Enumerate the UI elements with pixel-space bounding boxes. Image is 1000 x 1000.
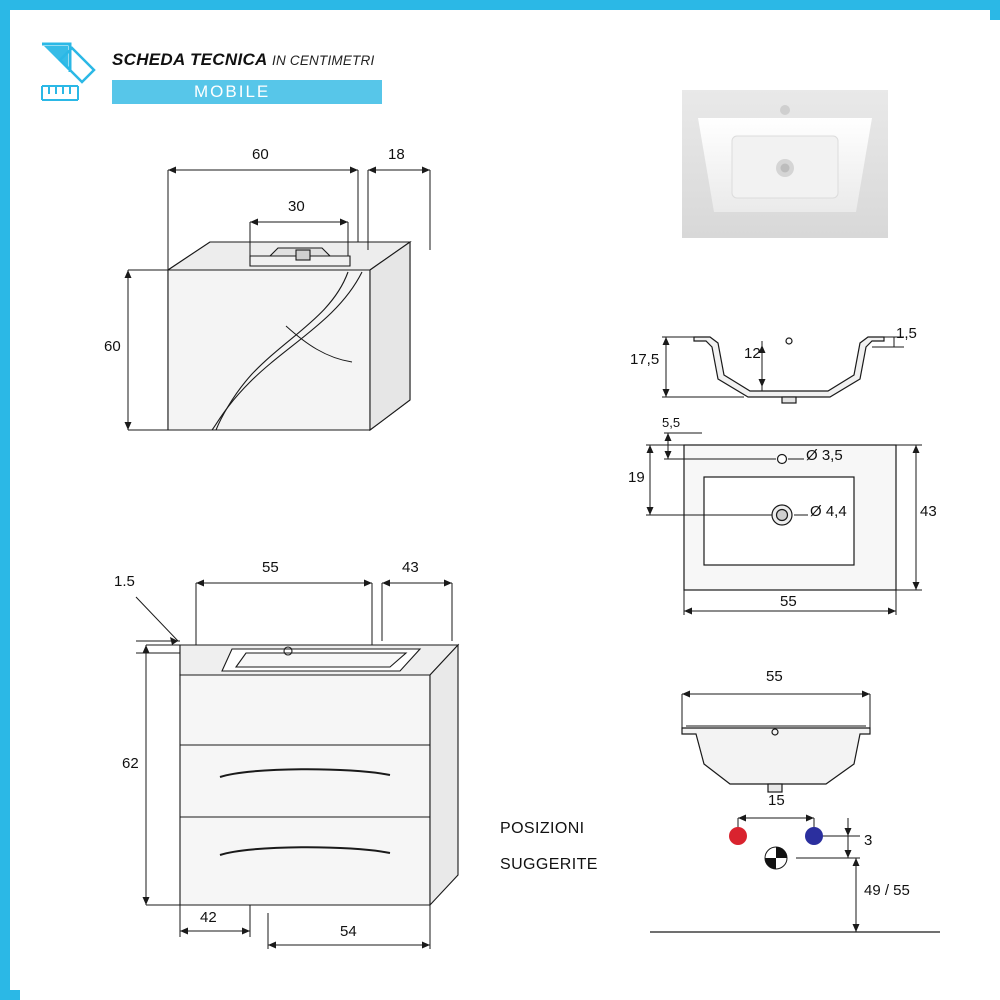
basin-front-drawing	[620, 660, 950, 960]
dim-top-thickness: 1.5	[114, 573, 135, 590]
dim-tap-hole-diameter: Ø 3,5	[806, 447, 843, 464]
dim-unit-height: 62	[122, 755, 139, 772]
dim-basin-depth: 43	[920, 503, 937, 520]
dim-floor-height: 49 / 55	[864, 882, 910, 899]
dim-rim-thickness: 1,5	[896, 325, 917, 342]
dim-mirror-height: 60	[104, 338, 121, 355]
marker-hot-water	[729, 827, 747, 845]
dim-base-depth: 42	[200, 909, 217, 926]
sheet-title-sub: IN CENTIMETRI	[272, 53, 375, 68]
dim-drain-offset: 3	[864, 832, 873, 849]
dim-top-depth: 43	[402, 559, 419, 576]
sheet-title-main: SCHEDA TECNICA	[112, 50, 268, 69]
view-vanity-unit	[100, 545, 530, 965]
banner-mobile	[112, 80, 382, 104]
notes-line-1: POSIZIONI	[500, 820, 585, 837]
view-basin-front	[620, 660, 950, 960]
basin-photo	[680, 80, 890, 250]
sheet-title	[112, 50, 374, 70]
dim-mirror-depth: 18	[388, 146, 405, 163]
view-mirror-cabinet	[100, 130, 520, 540]
notes-line-2: SUGGERITE	[500, 856, 598, 873]
dim-drain-diameter: Ø 4,4	[810, 503, 847, 520]
basin-section-drawing	[632, 315, 922, 415]
dim-bowl-depth: 12	[744, 345, 761, 362]
dim-basin-width-top: 55	[780, 593, 797, 610]
dim-mirror-lamp: 30	[288, 198, 305, 215]
dim-back-to-drain: 19	[628, 469, 645, 486]
marker-drain	[765, 847, 787, 869]
banner-label: MOBILE	[194, 82, 271, 101]
view-basin-photo	[680, 80, 890, 250]
dim-front-width: 55	[766, 668, 783, 685]
technical-sheet	[20, 20, 1000, 1000]
dim-taps-spacing: 15	[768, 792, 785, 809]
marker-cold-water	[805, 827, 823, 845]
view-basin-top	[628, 415, 937, 635]
dim-basin-height: 17,5	[630, 351, 660, 368]
view-basin-section	[632, 315, 922, 415]
dim-base-width: 54	[340, 923, 357, 940]
mirror-cabinet-drawing	[100, 130, 520, 540]
ruler-square-icon	[38, 42, 98, 104]
dim-tap-hole-offset: 5,5	[662, 415, 681, 430]
vanity-unit-drawing	[100, 545, 530, 965]
notes-positions	[500, 820, 598, 874]
dim-top-width: 55	[262, 559, 279, 576]
dim-mirror-width: 60	[252, 146, 269, 163]
